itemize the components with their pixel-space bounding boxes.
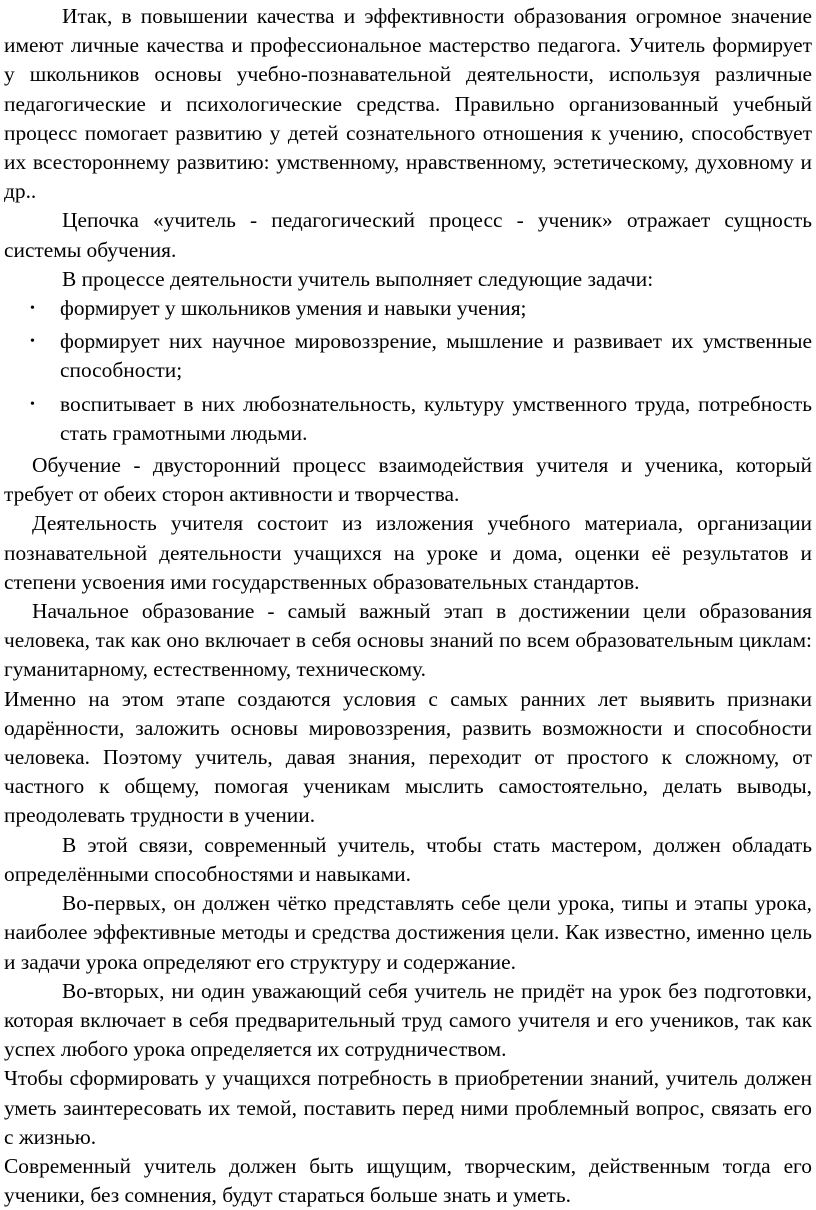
teacher-tasks-list — [4, 294, 812, 448]
paragraph-conclusion: Современный учитель должен быть ищущим, творческим, действенным тогда его ученики, без сомнения, будут стараться больше знать и уметь. — [4, 1153, 812, 1208]
list-item-text: воспитывает в них любознательность, культуру умственного труда, потребность стать грамотными людьми. — [60, 391, 812, 445]
bullet-icon: • — [30, 334, 35, 350]
document-page — [4, 2, 812, 1210]
paragraph-teacher-qualities: Итак, в повышении качества и эффективности образования огромное значение имеют личные качества и профессиональное мастерство педагога. Учитель формирует у школьников основы учебно-познавательной деятельности, используя различные педагогические и психологические средства. Правильно организованный учебный процесс помогает развитию у детей сознательного отношения к учению, способствует их всестороннему развитию: умственному, нравственному, эстетическому, духовному и др.. — [4, 4, 812, 204]
bullet-icon: • — [30, 301, 35, 317]
list-item — [4, 390, 812, 448]
bullet-icon: • — [30, 396, 35, 412]
list-item-text: формирует у школьников умения и навыки учения; — [60, 296, 527, 321]
paragraph-primary-education: Начальное образование - самый важный этап в достижении цели образования человека, так как оно включает в себя основы знаний по всем образовательным циклам: гуманитарному, естественному, техническому. — [4, 599, 812, 682]
paragraph-learning-process: Обучение - двусторонний процесс взаимодействия учителя и ученика, который требует от обеих сторон активности и творчества. — [4, 453, 812, 507]
paragraph-teaching-chain: Цепочка «учитель - педагогический процесс - ученик» отражает сущность системы обучения. — [4, 208, 812, 262]
list-item — [4, 294, 812, 323]
paragraph-early-stage: Именно на этом этапе создаются условия с самых ранних лет выявить признаки одарённости, заложить основы мировоззрения, развить возможности и способности человека. Поэтому учитель, давая знания, переходит от простого к сложному, от частного к общему, помогая ученикам мыслить самостоятельно, делать выводы, преодолевать трудности в учении. — [4, 686, 812, 828]
list-item — [4, 327, 812, 385]
paragraph-secondly: Во-вторых, ни один уважающий себя учитель не придёт на урок без подготовки, которая включает в себя предварительный труд самого учителя и его учеников, так как успех любого урока определяется их сотрудничеством. — [4, 978, 812, 1062]
paragraph-firstly: Во-первых, он должен чётко представлять себе цели урока, типы и этапы урока, наиболее эффективные методы и средства достижения цели. Как известно, именно цель и задачи урока определяют его структуру и содержание. — [4, 891, 812, 974]
paragraph-motivation: Чтобы сформировать у учащихся потребность в приобретении знаний, учитель должен уметь заинтересовать их темой, поставить перед ними проблемный вопрос, связать его с жизнью. — [4, 1066, 812, 1149]
paragraph-tasks-intro: В процессе деятельности учитель выполняет следующие задачи: — [62, 266, 654, 291]
list-item-text: формирует них научное мировоззрение, мышление и развивает их умственные способности; — [60, 329, 812, 383]
paragraph-teacher-activity: Деятельность учителя состоит из изложения учебного материала, организации познавательной деятельности учащихся на уроке и дома, оценки её результатов и степени усвоения ими государственных образовательных стандартов. — [4, 511, 812, 594]
paragraph-modern-teacher: В этой связи, современный учитель, чтобы стать мастером, должен обладать определёнными способностями и навыками. — [4, 832, 812, 886]
